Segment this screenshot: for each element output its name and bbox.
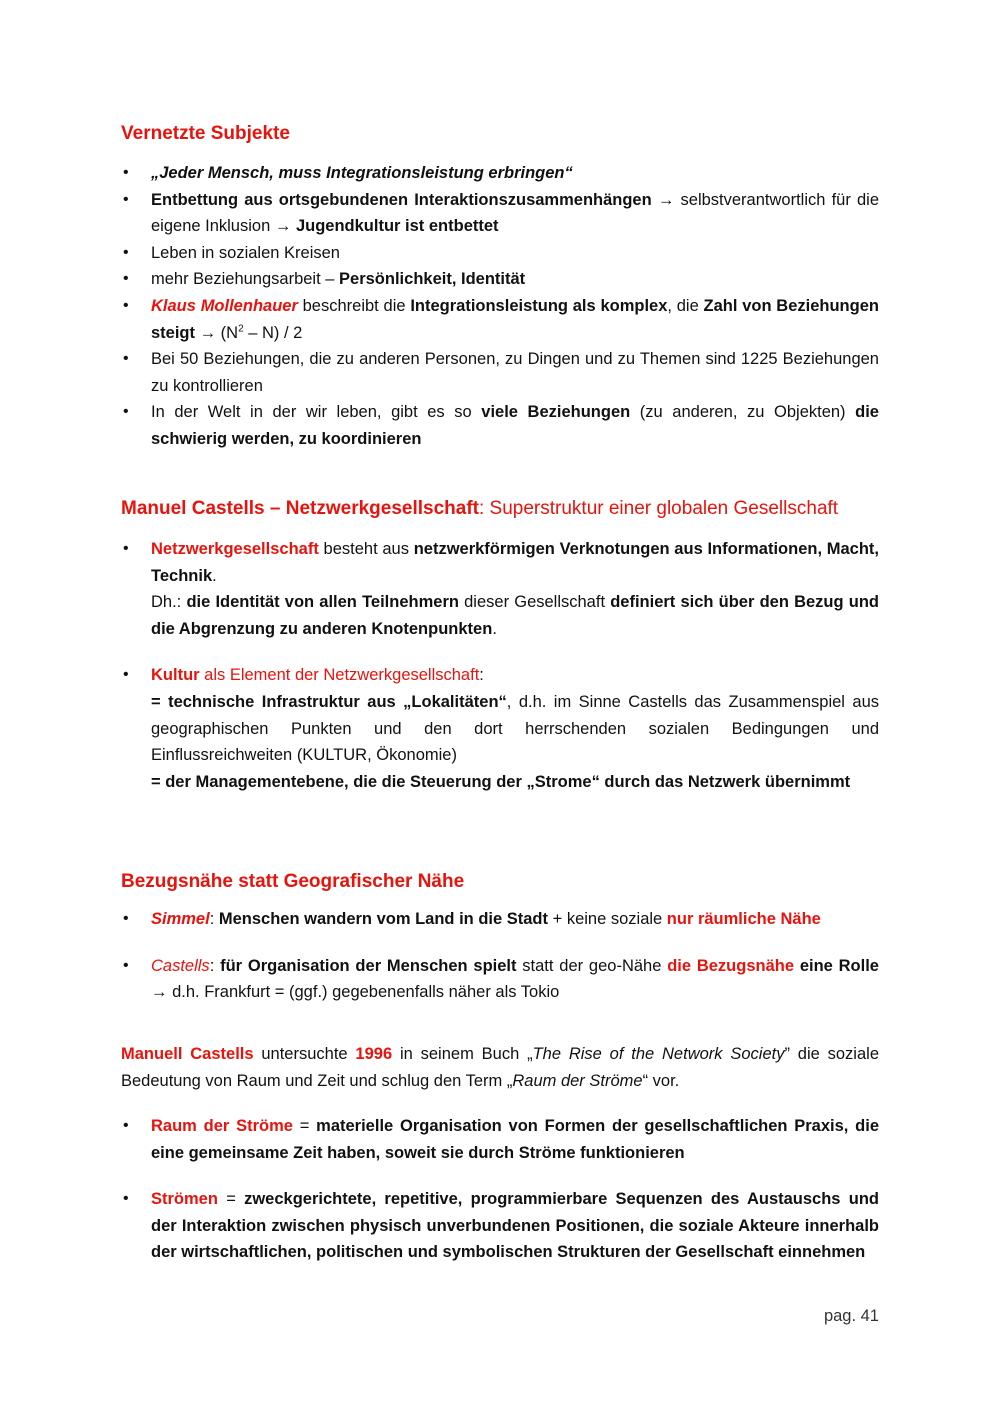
list-item: • Raum der Ströme = materielle Organisation von Formen der gesellschaftlichen Praxis, die eine gemeinsame Zeit haben, soweit sie durch Ströme funktionieren xyxy=(121,1113,879,1166)
list-item: • Simmel: Menschen wandern vom Land in die Stadt + keine soziale nur räumliche Nähe xyxy=(121,906,879,933)
bullet-list-vernetzte-subjekte xyxy=(121,160,879,453)
list-item: • Netzwerkgesellschaft besteht aus netzwerkförmigen Verknotungen aus Informationen, Macht, Technik. Dh.: die Identität von allen Teilnehmern dieser Gesellschaft definiert sich über den Bezug und die Abgrenzung zu anderen Knotenpunkten. xyxy=(121,536,879,642)
bullet-list-bezugsnaehe xyxy=(121,906,879,1006)
bullet-icon: • xyxy=(123,243,129,261)
bullet-icon: • xyxy=(123,164,129,181)
list-item: • Kultur als Element der Netzwerkgesellschaft: = technische Infrastruktur aus „Lokalitäten“, d.h. im Sinne Castells das Zusammenspiel aus geographischen Punkten und den dort herrschenden sozialen Bedingungen und Einflussreichweiten (KULTUR, Ökonomie) = der Managementebene, die die Steuerung der „Strome“ durch das Netzwerk übernimmt xyxy=(121,662,879,795)
section-heading-vernetzte-subjekte: Vernetzte Subjekte xyxy=(121,123,290,144)
list-item: • Leben in sozialen Kreisen xyxy=(121,240,879,267)
list-item: • „Jeder Mensch, muss Integrationsleistung erbringen“ xyxy=(121,160,879,187)
list-item: • mehr Beziehungsarbeit – Persönlichkeit, Identität xyxy=(121,266,879,293)
bullet-icon: • xyxy=(123,190,129,208)
section-heading-netzwerkgesellschaft: Manuel Castells – Netzwerkgesellschaft: Superstruktur einer globalen Gesellschaft xyxy=(121,498,839,519)
section-heading-bezugsnaehe: Bezugsnähe statt Geografischer Nähe xyxy=(121,871,465,892)
bullet-icon: • xyxy=(123,540,129,557)
bullet-icon: • xyxy=(123,956,129,974)
bullet-icon: • xyxy=(123,350,129,368)
list-item: • Bei 50 Beziehungen, die zu anderen Personen, zu Dingen und zu Themen sind 1225 Beziehungen zu kontrollieren xyxy=(121,346,879,399)
list-item: • Klaus Mollenhauer beschreibt die Integrationsleistung als komplex, die Zahl von Beziehungen steigt → $(N^2 - N) / 2$ xyxy=(121,293,879,346)
bullet-icon: • xyxy=(123,296,129,314)
bullet-icon: • xyxy=(123,910,129,927)
list-item: • Strömen = zweckgerichtete, repetitive, programmierbare Sequenzen des Austauschs und der Interaktion zwischen physisch unverbundenen Positionen, die soziale Akteure innerhalb der wirtschaftlichen, politischen und symbolischen Strukturen der Gesellschaft einnehmen xyxy=(121,1186,879,1266)
list-item: • Entbettung aus ortsgebundenen Interaktionszusammenhängen → selbstverantwortlich für die eigene Inklusion → Jugendkultur ist entbettet xyxy=(121,187,879,240)
bullet-list-netzwerkgesellschaft xyxy=(121,536,879,795)
list-item: • In der Welt in der wir leben, gibt es so viele Beziehungen (zu anderen, zu Objekten) die schwierig werden, zu koordinieren xyxy=(121,399,879,452)
list-item: • Castells: für Organisation der Menschen spielt statt der geo-Nähe die Bezugsnähe eine Rolle → d.h. Frankfurt = (ggf.) gegebenenfalls näher als Tokio xyxy=(121,953,879,1006)
bullet-list-raum-der-stroeme xyxy=(121,1113,879,1266)
bullet-icon: • xyxy=(123,1117,129,1134)
bullet-icon: • xyxy=(123,270,129,288)
bullet-icon: • xyxy=(123,666,129,684)
castells-paragraph: Manuell Castells untersuchte 1996 in seinem Buch „The Rise of the Network Society” die soziale Bedeutung von Raum und Zeit und schlug den Term „Raum der Ströme“ vor. xyxy=(121,1045,879,1090)
bullet-icon: • xyxy=(123,1190,129,1208)
bullet-icon: • xyxy=(123,403,129,421)
page-number: pag. 41 xyxy=(823,1307,879,1325)
